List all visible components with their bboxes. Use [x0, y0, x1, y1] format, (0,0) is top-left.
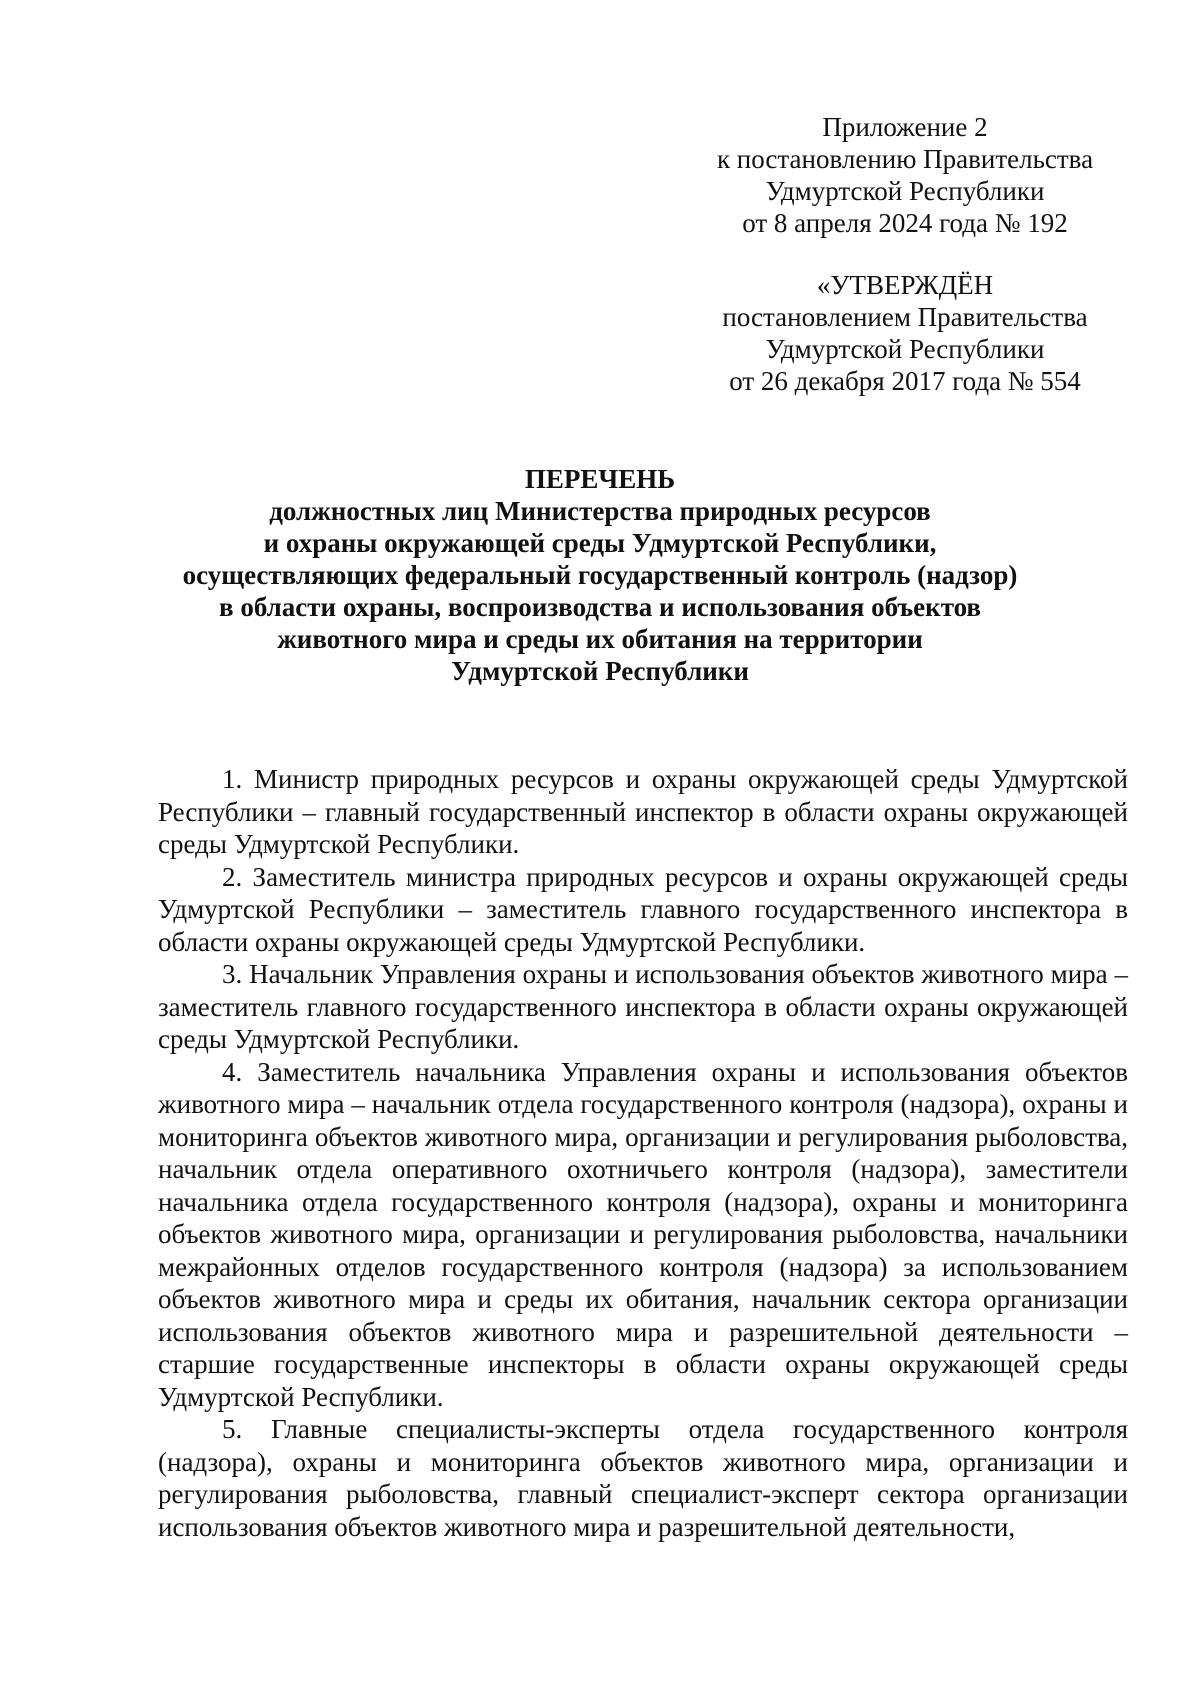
title-line: осуществляющих федеральный государственный контроль (надзор)	[182, 560, 1018, 590]
approved-by: постановлением Правительства	[722, 302, 1088, 332]
list-item: 2. Заместитель министра природных ресурсов и охраны окружающей среды Удмуртской Республики – заместитель главного государственного инспектора в области охраны окружающей среды Удмуртской Республики.	[158, 861, 1128, 957]
title-line: в области охраны, воспроизводства и использования объектов	[218, 592, 982, 622]
annex-republic: Удмуртской Республики	[765, 176, 1045, 206]
annex-date: от 8 апреля 2024 года № 192	[742, 208, 1068, 238]
list-item: 3. Начальник Управления охраны и использования объектов животного мира – заместитель главного государственного инспектора в области охраны окружающей среды Удмуртской Республики.	[158, 959, 1128, 1054]
title-line: и охраны окружающей среды Удмуртской Республики,	[263, 528, 937, 558]
document-body	[158, 763, 1128, 1543]
title-line: животного мира и среды их обитания на территории	[277, 624, 923, 654]
title-line: должностных лиц Министерства природных ресурсов	[269, 496, 931, 526]
list-item: 4. Заместитель начальника Управления охраны и использования объектов животного мира – начальник отдела государственного контроля (надзора), охраны и мониторинга объектов животного мира, организации и регулирования рыболовства, начальник отдела оперативного охотничьего контроля (надзора), заместители начальника отдела государственного контроля (надзора), охраны и мониторинга объектов животного мира, организации и регулирования рыболовства, начальники межрайонных отделов государственного контроля (надзора) за использованием объектов животного мира и среды их обитания, начальник сектора организации использования объектов животного мира и разрешительной деятельности – старшие государственные инспекторы в области охраны окружающей среды Удмуртской Республики.	[158, 1056, 1128, 1412]
approved-republic: Удмуртской Республики	[765, 334, 1045, 364]
annex-number: Приложение 2	[822, 112, 988, 142]
approved-header	[680, 269, 1130, 397]
approved-label: «УТВЕРЖДЁН	[816, 270, 994, 300]
annex-reference: к постановлению Правительства	[716, 144, 1094, 174]
annex-header	[680, 111, 1130, 239]
list-item: 5. Главные специалисты-эксперты отдела государственного контроля (надзора), охраны и мониторинга объектов животного мира, организации и регулирования рыболовства, главный специалист-эксперт сектора организации использования объектов животного мира и разрешительной деятельности,	[158, 1414, 1128, 1542]
approved-date: от 26 декабря 2017 года № 554	[729, 366, 1081, 396]
list-item: 1. Министр природных ресурсов и охраны окружающей среды Удмуртской Республики – главный государственный инспектор в области охраны окружающей среды Удмуртской Республики.	[158, 764, 1128, 859]
title-line: Удмуртской Республики	[451, 656, 749, 686]
title-heading: ПЕРЕЧЕНЬ	[524, 464, 676, 494]
document-title	[150, 463, 1050, 687]
